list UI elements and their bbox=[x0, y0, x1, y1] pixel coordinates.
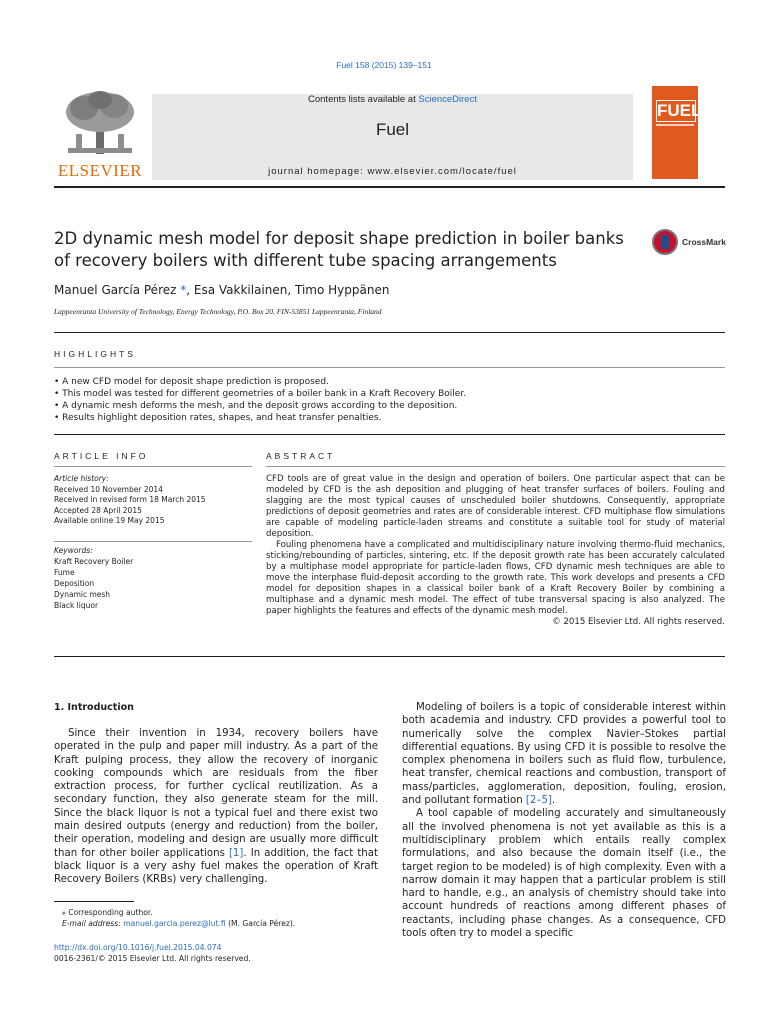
corresponding-author-note: ⁎ Corresponding author. bbox=[62, 908, 153, 917]
contents-prefix: Contents lists available at bbox=[308, 94, 419, 105]
body-column-left bbox=[54, 727, 378, 887]
elsevier-wordmark: ELSEVIER bbox=[57, 161, 143, 180]
footnotes bbox=[54, 907, 378, 929]
reference-link[interactable]: [1] bbox=[228, 847, 244, 859]
highlights-heading: HIGHLIGHTS bbox=[54, 349, 136, 359]
abstract-body bbox=[266, 474, 725, 628]
keywords-label: Keywords: bbox=[54, 546, 93, 555]
divider bbox=[54, 434, 725, 435]
issn-line: 0016-2361/© 2015 Elsevier Ltd. All rights reserved. bbox=[54, 954, 251, 963]
tree-icon bbox=[62, 90, 138, 156]
journal-name: Fuel bbox=[375, 120, 410, 139]
abstract-paragraph: CFD tools are of great value in the design and operation of boilers. One particular aspect that can be modeled by CFD is the ash deposition and plugging of heat transfer surfaces of boilers. Fouling and slagging are the most typical causes of unscheduled boiler shutdowns. Consequently, appropriate predictions of deposit geometries and rates are of considerable interest. CFD multiphase flow simulations are capable of modeling particle-laden streams and constitute a suitable tool for study of material deposition. bbox=[266, 474, 725, 539]
highlight-item: • A new CFD model for deposit shape prediction is proposed. bbox=[54, 377, 329, 387]
highlight-item: • Results highlight deposition rates, shapes, and heat transfer penalties. bbox=[54, 413, 382, 423]
body-paragraph: A tool capable of modeling accurately and simultaneously all the involved phenomena is not yet available as this is a multidisciplinary problem which entails really complex formulations, and also because the domain itself (i.e., the target region to be modeled) is of high complexity. Even with a narrow domain it may happen that a particular problem is still hard to handle, e.g., an analysis of chemistry should take into account hundreds of reactions among different phases of reactants, including phase changes. As a consequence, CFD tools often try to model a specific bbox=[402, 808, 726, 940]
crossmark-label: CrossMark bbox=[682, 237, 726, 247]
author-list bbox=[54, 283, 389, 297]
keywords bbox=[54, 545, 252, 611]
footnote-mark: ⁎ bbox=[62, 908, 66, 917]
article-info-heading: ARTICLE INFO bbox=[54, 451, 149, 461]
divider bbox=[266, 466, 725, 467]
body-paragraph: Modeling of boilers is a topic of considerable interest within both academia and industry. CFD provides a powerful tool to numerically solve the complex Navier–Stokes partial differential equations. By using CFD it is possible to resolve the complex phenomena in boilers such as fluid flow, turbulence, heat transfer, chemical reactions and combustion, transport of mass/particles, agglomeration, deposition, fouling, erosion, and pollutant formation [2–5]. bbox=[402, 702, 726, 807]
divider bbox=[54, 367, 725, 368]
title-line-2: of recovery boilers with different tube spacing arrangements bbox=[54, 251, 557, 270]
email-link[interactable]: manuel.garcia.perez@lut.fi bbox=[123, 919, 226, 928]
crossmark-badge[interactable] bbox=[652, 229, 732, 259]
article-title bbox=[54, 228, 634, 272]
highlight-item: • A dynamic mesh deforms the mesh, and the deposit grows according to the deposition. bbox=[54, 401, 458, 411]
header-rule bbox=[54, 186, 725, 188]
keyword: Deposition bbox=[54, 579, 95, 588]
other-authors: , Esa Vakkilainen, Timo Hyppänen bbox=[186, 283, 390, 297]
section-heading: 1. Introduction bbox=[54, 702, 134, 713]
keyword: Fume bbox=[54, 568, 75, 577]
cover-strip bbox=[656, 124, 694, 126]
divider bbox=[54, 466, 252, 467]
history-item: Received 10 November 2014 bbox=[54, 484, 163, 494]
history-item: Available online 19 May 2015 bbox=[54, 516, 165, 525]
doi-link[interactable]: http://dx.doi.org/10.1016/j.fuel.2015.04.074 bbox=[54, 943, 222, 952]
author-1: Manuel García Pérez bbox=[54, 283, 177, 297]
journal-banner bbox=[152, 94, 633, 180]
article-history bbox=[54, 474, 252, 527]
history-item: Accepted 28 April 2015 bbox=[54, 505, 142, 515]
abstract-paragraph: Fouling phenomena have a complicated and multidisciplinary nature involving thermo-fluid mechanics, sticking/rebounding of particles, sintering, etc. If the deposit growth rate has been accurately calculated by a multiphase model appropriate for particle-laden flows, CFD dynamic mesh techniques are able to move the interphase fluid-deposit according to the growth rate. This work develops and presents a CFD model for deposition shapes in a classical boiler bank of a Kraft Recovery Boiler by combining a multiphase and a dynamic mesh model. The effect of tube transversal spacing is also analyzed. The paper highlights the features and effects of the dynamic mesh model. bbox=[266, 540, 725, 616]
cover-title: FUEL bbox=[657, 101, 702, 120]
email-note: E-mail address: manuel.garcia.perez@lut.fi (M. García Pérez). bbox=[62, 919, 296, 928]
keyword: Kraft Recovery Boiler bbox=[54, 557, 134, 566]
citation-line[interactable]: Fuel 158 (2015) 139–151 bbox=[336, 60, 432, 70]
title-line-1: 2D dynamic mesh model for deposit shape prediction in boiler banks bbox=[54, 229, 624, 248]
elsevier-logo bbox=[54, 88, 146, 180]
divider bbox=[54, 656, 725, 657]
journal-cover[interactable] bbox=[652, 86, 702, 179]
body-paragraph: Since their invention in 1934, recovery boilers have operated in the pulp and paper mill industry. As a part of the Kraft pulping process, they allow the recovery of inorganic cooking compounds which are residuals from the fiber extraction process, for further cyclical reutilization. As a secondary function, they also generate steam for the mill. Since the black liquor is not a typical fuel and there exist two main desired outputs (energy and reduction) from the boiler, their operation, modeling and design are usually more difficult than for other boiler applications [1]. In addition, the fact that black liquor is a very ashy fuel makes the operation of Kraft Recovery Boilers (KRBs) very challenging. bbox=[54, 728, 379, 886]
sciencedirect-link[interactable]: ScienceDirect bbox=[418, 94, 477, 105]
doi-block bbox=[54, 942, 378, 964]
history-label: Article history: bbox=[54, 474, 109, 483]
journal-homepage[interactable]: journal homepage: www.elsevier.com/locate/fuel bbox=[268, 166, 517, 177]
contents-line bbox=[152, 94, 633, 105]
highlight-item: • This model was tested for different geometries of a boiler bank in a Kraft Recovery Boiler. bbox=[54, 389, 467, 399]
footnote-rule bbox=[54, 901, 134, 902]
abstract-copyright: © 2015 Elsevier Ltd. All rights reserved. bbox=[552, 617, 725, 627]
abstract-heading: ABSTRACT bbox=[266, 451, 336, 461]
corresponding-author-mark[interactable]: * bbox=[176, 283, 187, 297]
reference-link[interactable]: [2–5] bbox=[525, 795, 552, 807]
divider bbox=[54, 332, 725, 333]
keyword: Black liquor bbox=[54, 601, 99, 610]
body-column-right bbox=[402, 701, 726, 940]
history-item: Received in revised form 18 March 2015 bbox=[54, 495, 206, 504]
crossmark-icon bbox=[652, 229, 678, 255]
highlights-list bbox=[54, 376, 725, 424]
affiliation: Lappeenranta University of Technology, Energy Technology, P.O. Box 20, FIN-53851 Lappeenranta, Finland bbox=[54, 307, 382, 316]
divider bbox=[54, 541, 252, 542]
keyword: Dynamic mesh bbox=[54, 590, 111, 599]
